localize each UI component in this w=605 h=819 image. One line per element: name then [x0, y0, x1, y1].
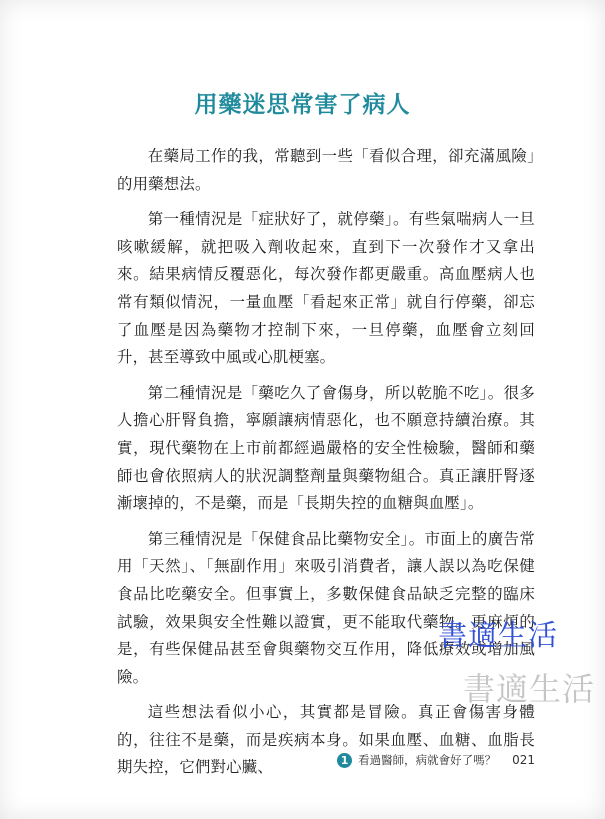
paragraph-4: 第三種情況是「保健食品比藥物安全」。市面上的廣告常用「天然」、「無副作用」來吸引消費者，讓人誤以為吃保健食品比吃藥安全。但事實上，多數保健食品缺乏完整的臨床試驗，效果與安全性難以證實，更不能取代藥物。更麻煩的是，有些保健品甚至會與藥物交互作用，降低療效或增加風險。 — [117, 529, 535, 686]
paragraph-1: 在藥局工作的我，常聽到一些「看似合理，卻充滿風險」的用藥想法。 — [117, 147, 535, 193]
paragraph-3: 第二種情況是「藥吃久了會傷身，所以乾脆不吃」。很多人擔心肝腎負擔，寧願讓病情惡化，也不願意持續治療。其實，現代藥物在上市前都經過嚴格的安全性檢驗，醫師和藥師也會依照病人的狀況調整劑量與藥物組合。真正讓肝腎逐漸壞掉的，不是藥，而是「長期失控的血糖與血壓」。 — [117, 383, 535, 513]
running-chapter-title: 看過醫師，病就會好了嗎？ — [358, 753, 497, 767]
paragraph-2: 第一種情況是「症狀好了，就停藥」。有些氣喘病人一旦咳嗽緩解，就把吸入劑收起來，直到下一次發作才又拿出來。結果病情反覆惡化，每次發作都更嚴重。高血壓病人也常有類似情況，一量血壓「看起來正常」就自行停藥，卻忘了血壓是因為藥物才控制下來，一旦停藥，血壓會立刻回升，甚至導致中風或心肌梗塞。 — [117, 210, 535, 367]
watermark-secondary: 書適生活 — [463, 670, 596, 708]
page-number: 021 — [512, 753, 535, 767]
page-footer — [337, 752, 535, 768]
page-title: 用藥迷思常害了病人 — [194, 92, 411, 118]
chapter-number-badge: 1 — [337, 753, 352, 768]
watermark-primary: 書適生活 — [438, 618, 559, 652]
paragraph-5: 這些想法看似小心，其實都是冒險。真正會傷害身體的，往往不是藥，而是疾病本身。如果血壓、血糖、血脂長期失控，它們對心臟、 — [117, 703, 535, 777]
